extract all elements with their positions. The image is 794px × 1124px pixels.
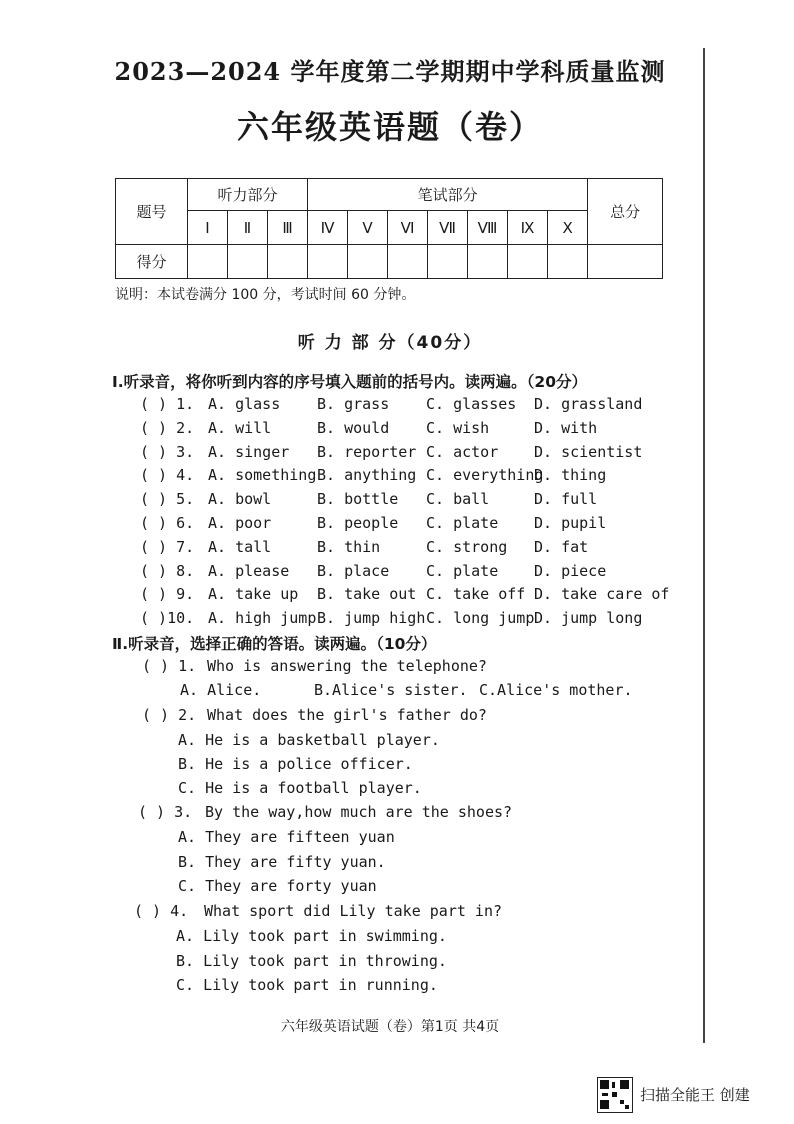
option-a: A. take up bbox=[208, 585, 299, 604]
option-c: C. take off bbox=[426, 585, 526, 604]
question-text: Who is answering the telephone? bbox=[207, 657, 487, 675]
question-text: By the way,how much are the shoes? bbox=[205, 803, 513, 821]
question-text: What sport did Lily take part in? bbox=[204, 902, 503, 920]
option-b: B. place bbox=[317, 561, 390, 580]
option-a: A. glass bbox=[208, 395, 281, 413]
score-table-numeral: Ⅲ bbox=[268, 211, 308, 245]
option-c: C. strong bbox=[426, 537, 508, 556]
option-a: A. bowl bbox=[208, 490, 272, 509]
option-d: D. full bbox=[534, 490, 598, 509]
question-number: ( ) 9. bbox=[140, 585, 195, 604]
score-table-numeral: Ⅸ bbox=[508, 211, 548, 245]
score-table-written-header: 笔试部分 bbox=[308, 179, 588, 211]
option-d: D. thing bbox=[534, 466, 607, 485]
option-d: D. scientist bbox=[534, 442, 643, 461]
option-c: C. actor bbox=[426, 442, 499, 461]
score-table-numeral: Ⅷ bbox=[468, 211, 508, 245]
score-cell[interactable] bbox=[468, 245, 508, 279]
answer-option: A. Alice. bbox=[180, 681, 262, 699]
option-a: A. please bbox=[208, 561, 290, 580]
score-cell[interactable] bbox=[508, 245, 548, 279]
option-d: D. take care of bbox=[534, 585, 670, 604]
section-title-listening: 听 力 部 分（40分） bbox=[297, 333, 483, 353]
scanner-watermark: 扫描全能王 创建 bbox=[640, 1086, 750, 1104]
score-cell[interactable] bbox=[268, 245, 308, 279]
question-number: ( ) 2. bbox=[142, 706, 197, 724]
score-cell[interactable] bbox=[228, 245, 268, 279]
exam-note: 说明：本试卷满分 100 分，考试时间 60 分钟。 bbox=[115, 287, 416, 303]
option-c: C. long jump bbox=[426, 609, 535, 628]
option-b: B. anything bbox=[317, 466, 417, 485]
option-a: A. high jump bbox=[208, 609, 317, 628]
score-cell[interactable] bbox=[188, 245, 228, 279]
option-a: A. tall bbox=[208, 537, 272, 556]
score-table bbox=[115, 178, 663, 279]
page-footer: 六年级英语试题（卷）第1页 共4页 bbox=[280, 1019, 500, 1035]
score-cell[interactable] bbox=[348, 245, 388, 279]
score-table-numeral: Ⅶ bbox=[428, 211, 468, 245]
qr-code-icon bbox=[597, 1077, 633, 1113]
score-table-numeral: Ⅱ bbox=[228, 211, 268, 245]
part2-heading: Ⅱ.听录音，选择正确的答语。读两遍。（10分） bbox=[112, 635, 437, 653]
question-text: What does the girl's father do? bbox=[207, 706, 487, 724]
option-d: D. jump long bbox=[534, 609, 643, 628]
score-table-row-label: 题号 bbox=[116, 179, 188, 245]
score-table-total-header: 总分 bbox=[588, 179, 663, 245]
answer-option: C. He is a football player. bbox=[178, 779, 422, 797]
question-number: ( ) 3. bbox=[140, 442, 195, 461]
score-table-numeral: Ⅵ bbox=[388, 211, 428, 245]
question-number: ( ) 1. bbox=[140, 395, 195, 413]
option-c: C. plate bbox=[426, 561, 499, 580]
score-cell-total[interactable] bbox=[588, 245, 663, 279]
option-d: D. with bbox=[534, 418, 598, 437]
answer-option: C.Alice's mother. bbox=[479, 681, 633, 699]
answer-option: A. They are fifteen yuan bbox=[178, 828, 395, 846]
option-c: C. ball bbox=[426, 490, 490, 509]
exam-subtitle: 六年级英语题（卷） bbox=[236, 108, 543, 146]
answer-option: B. They are fifty yuan. bbox=[178, 853, 386, 871]
option-a: A. something bbox=[208, 466, 317, 485]
score-cell[interactable] bbox=[548, 245, 588, 279]
question-number: ( ) 1. bbox=[142, 657, 197, 675]
exam-title: 2023—2024 学年度第二学期期中学科质量监测 bbox=[114, 57, 666, 86]
option-b: B. would bbox=[317, 418, 390, 437]
score-table-numeral: Ⅰ bbox=[188, 211, 228, 245]
question-number: ( ) 5. bbox=[140, 490, 195, 509]
question-number: ( ) 6. bbox=[140, 514, 195, 532]
option-b: B. grass bbox=[317, 395, 390, 413]
option-b: B. thin bbox=[317, 537, 381, 556]
margin-binding-line bbox=[703, 48, 705, 1043]
option-c: C. plate bbox=[426, 514, 499, 532]
score-table-numeral: Ⅹ bbox=[548, 211, 588, 245]
option-b: B. bottle bbox=[317, 490, 399, 509]
option-d: D. pupil bbox=[534, 514, 607, 532]
answer-option: A. Lily took part in swimming. bbox=[176, 927, 447, 945]
option-b: B. jump high bbox=[317, 609, 426, 628]
question-number: ( ) 7. bbox=[140, 537, 195, 556]
answer-option: B. He is a police officer. bbox=[178, 755, 413, 773]
question-number: ( ) 3. bbox=[138, 803, 193, 821]
option-b: B. take out bbox=[317, 585, 417, 604]
question-number: ( )10. bbox=[140, 609, 195, 628]
answer-option: C. They are forty yuan bbox=[178, 877, 377, 895]
answer-option: B.Alice's sister. bbox=[314, 681, 468, 699]
score-cell[interactable] bbox=[308, 245, 348, 279]
option-c: C. glasses bbox=[426, 395, 517, 413]
option-a: A. singer bbox=[208, 442, 290, 461]
option-d: D. piece bbox=[534, 561, 607, 580]
option-c: C. everything bbox=[426, 466, 544, 485]
answer-option: A. He is a basketball player. bbox=[178, 731, 440, 749]
option-b: B. reporter bbox=[317, 442, 417, 461]
question-number: ( ) 8. bbox=[140, 561, 195, 580]
question-number: ( ) 4. bbox=[134, 902, 189, 920]
score-table-score-label: 得分 bbox=[116, 245, 188, 279]
question-number: ( ) 2. bbox=[140, 418, 195, 437]
option-c: C. wish bbox=[426, 418, 490, 437]
option-d: D. fat bbox=[534, 537, 589, 556]
option-a: A. will bbox=[208, 418, 272, 437]
score-cell[interactable] bbox=[388, 245, 428, 279]
score-table-numeral: Ⅴ bbox=[348, 211, 388, 245]
score-table-listening-header: 听力部分 bbox=[188, 179, 308, 211]
score-table-numeral: Ⅳ bbox=[308, 211, 348, 245]
part1-heading: Ⅰ.听录音，将你听到内容的序号填入题前的括号内。读两遍。（20分） bbox=[112, 373, 587, 391]
option-a: A. poor bbox=[208, 514, 272, 532]
answer-option: C. Lily took part in running. bbox=[176, 976, 438, 994]
question-number: ( ) 4. bbox=[140, 466, 195, 485]
option-d: D. grassland bbox=[534, 395, 643, 413]
option-b: B. people bbox=[317, 514, 399, 532]
answer-option: B. Lily took part in throwing. bbox=[176, 952, 447, 970]
score-cell[interactable] bbox=[428, 245, 468, 279]
